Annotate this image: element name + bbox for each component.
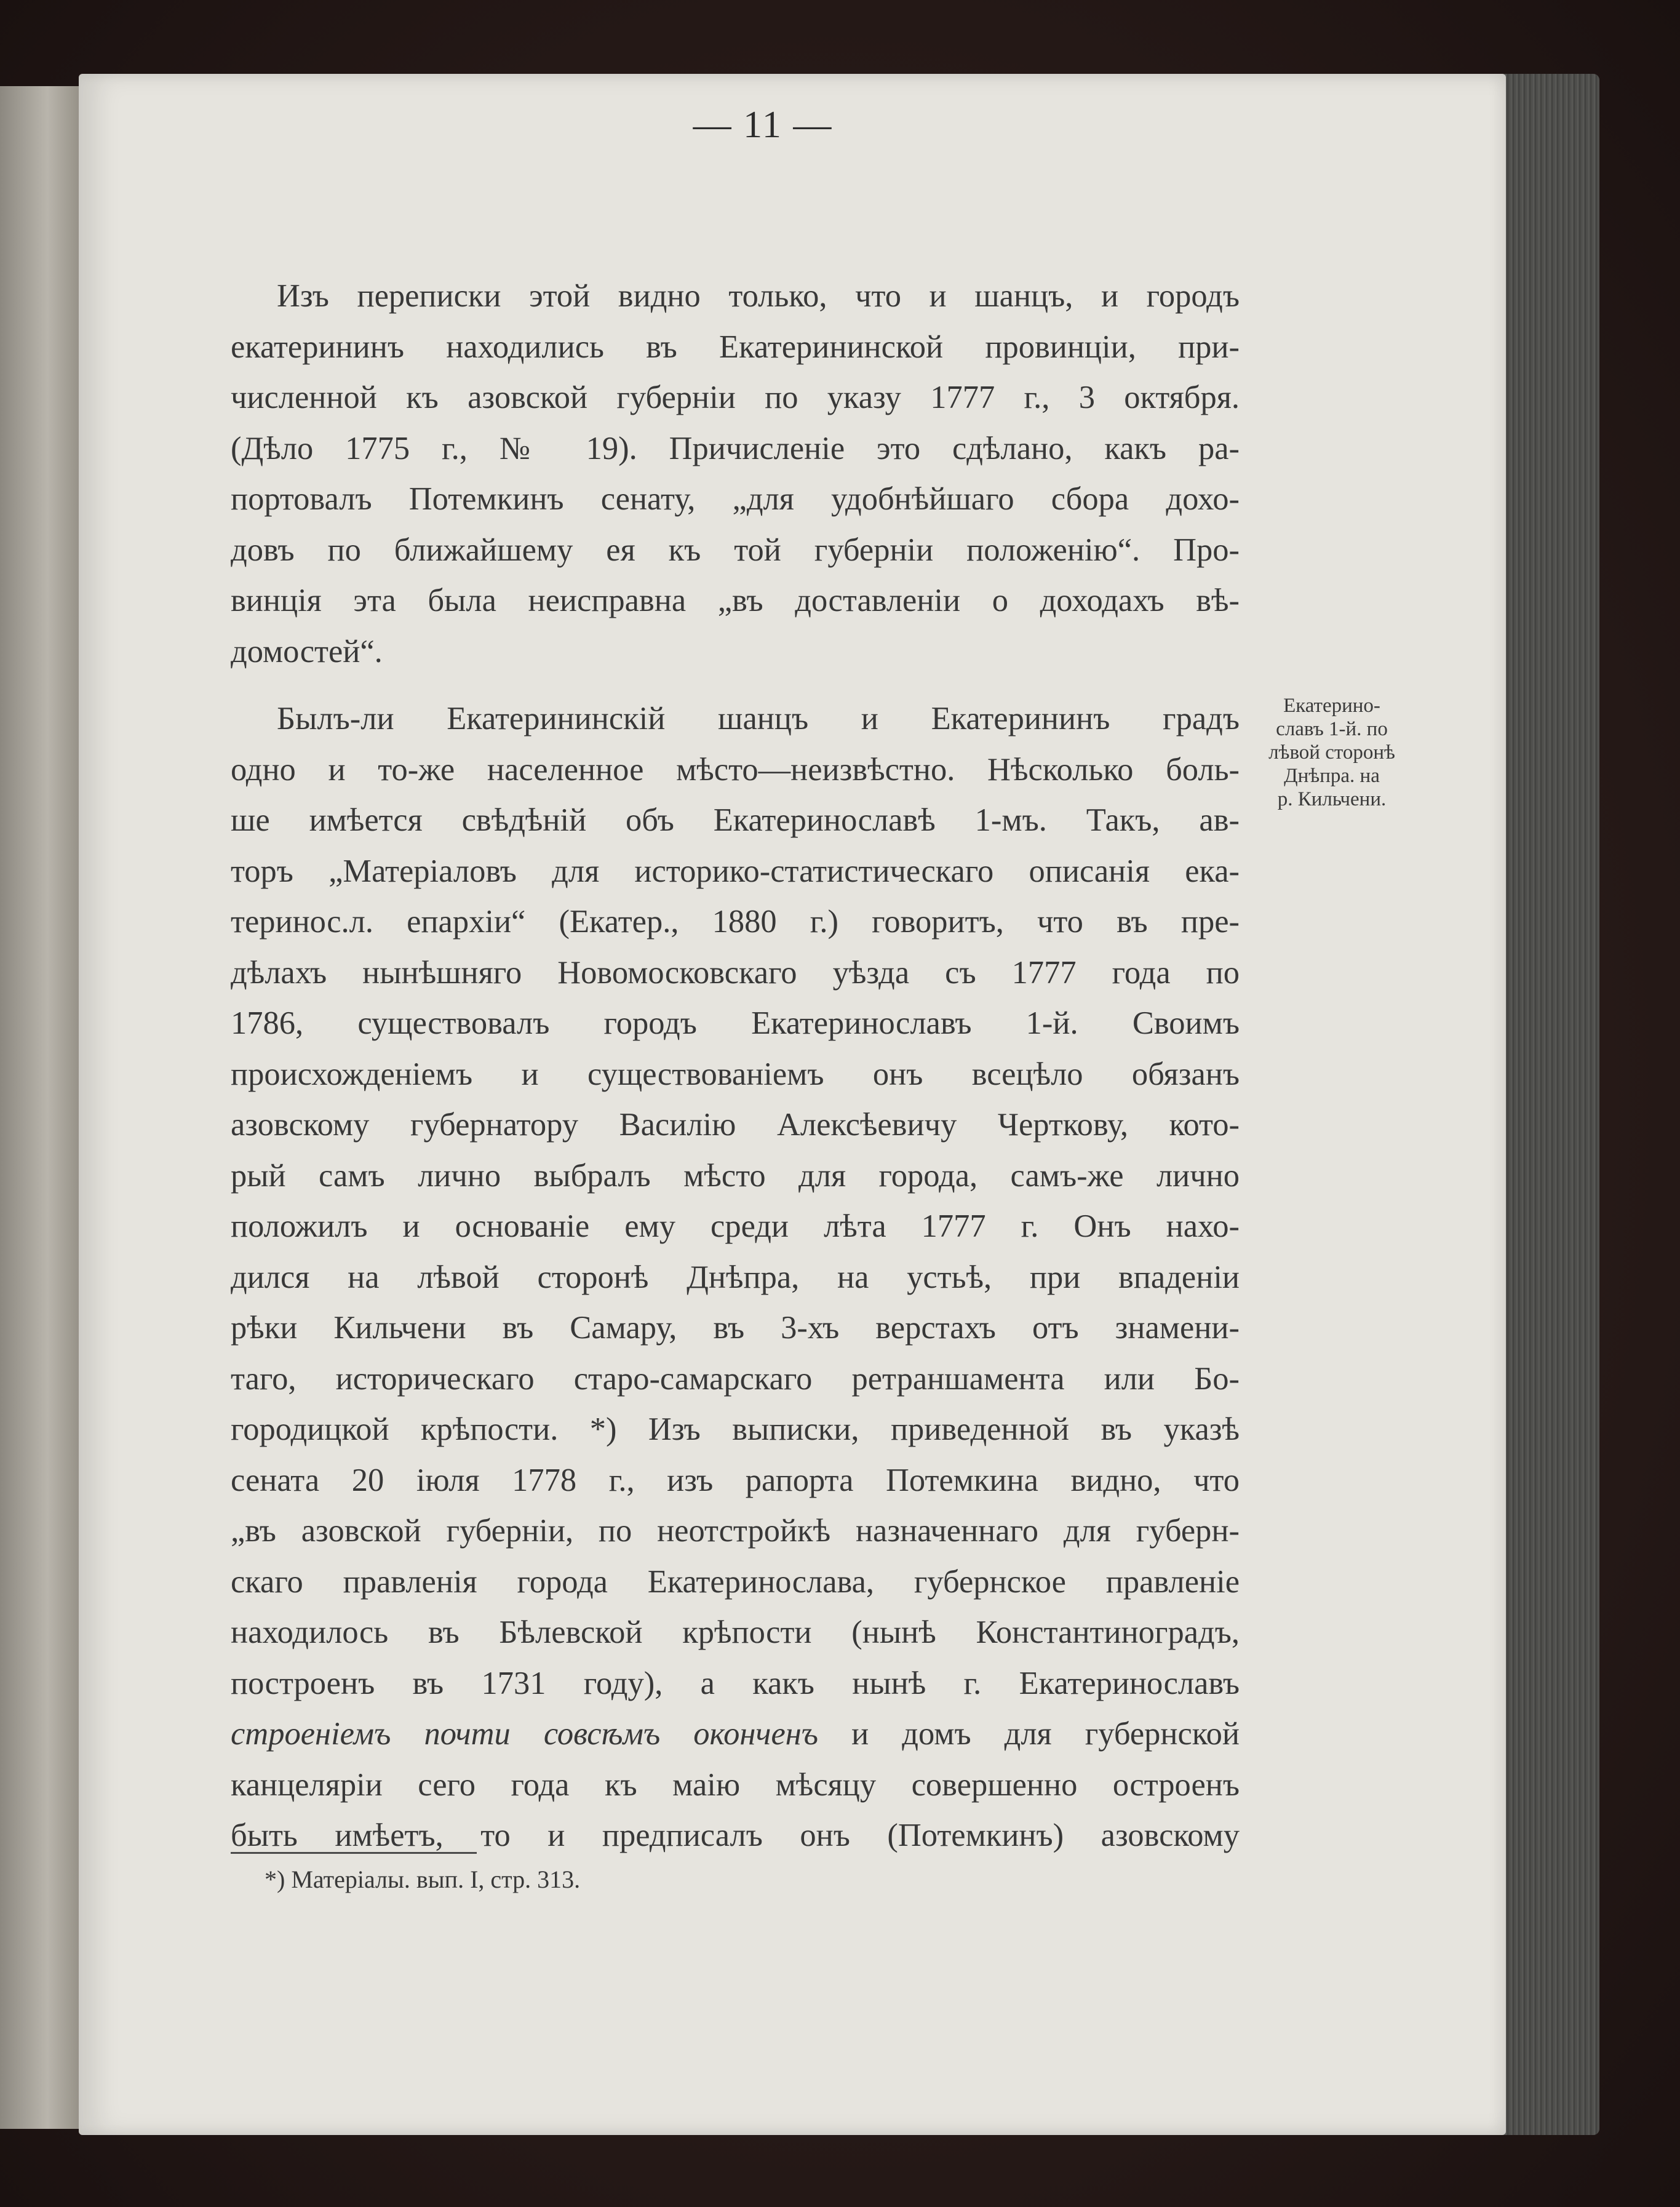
text-line: происхожденіемъ и существованіемъ онъ всецѣло обязанъ: [231, 1056, 1240, 1092]
text-line: домостей“.: [231, 633, 383, 669]
text-line: быть имѣетъ, то и предписалъ онъ (Потемкинъ) азовскому: [231, 1818, 1240, 1853]
text-line: (Дѣло 1775 г., № 19). Причисленіе это сдѣлано, какъ ра-: [231, 430, 1240, 466]
italic-phrase: строеніемъ почти совсѣмъ оконченъ: [231, 1716, 819, 1752]
text-line: довъ по ближайшему ея къ той губерніи положенію“. Про-: [231, 532, 1240, 568]
text-line: таго, историческаго старо-самарскаго ретраншамента или Бо-: [231, 1360, 1240, 1397]
text-line: торъ „Матеріаловъ для историко-статистическаго описанія ека-: [231, 853, 1240, 889]
text-line: находилось въ Бѣлевской крѣпости (нынѣ Константиноградъ,: [231, 1614, 1240, 1650]
text-line: Былъ-ли Екатерининскій шанцъ и Екатерининъ градъ: [277, 701, 1240, 736]
body-text: [231, 271, 1240, 1861]
margin-note-line: славъ 1-й. по: [1276, 718, 1388, 740]
text-line: ше имѣется свѣдѣній объ Екатеринославѣ 1-мъ. Такъ, ав-: [231, 802, 1240, 838]
text-line: портовалъ Потемкинъ сенату, „для удобнѣйшаго сбора дохо-: [231, 481, 1240, 517]
text-line: скаго правленія города Екатеринослава, губернское правленіе: [231, 1563, 1240, 1600]
footnote: *) Матеріалы. вып. I, стр. 313.: [265, 1866, 581, 1893]
text-line: дился на лѣвой сторонѣ Днѣпра, на устьѣ, при впаденіи: [231, 1259, 1240, 1295]
text-line: винція эта была неисправна „въ доставленіи о доходахъ вѣ-: [231, 583, 1240, 618]
text-line-mixed: [231, 1709, 1240, 1760]
margin-note-line: Днѣпра. на: [1284, 765, 1380, 787]
margin-note-line: Екатерино-: [1283, 695, 1380, 717]
margin-note: [1246, 694, 1418, 811]
text-line: рѣки Кильчени въ Самару, въ 3-хъ верстахъ отъ знамени-: [231, 1310, 1240, 1346]
text-line: „въ азовской губерніи, по неотстройкѣ назначеннаго для губерн-: [231, 1513, 1240, 1549]
text-line: построенъ въ 1731 году), а какъ нынѣ г. Екатеринославъ: [231, 1665, 1240, 1701]
text-line: сената 20 іюля 1778 г., изъ рапорта Потемкина видно, что: [231, 1462, 1240, 1498]
text-segment: и домъ для губернской: [818, 1716, 1240, 1752]
text-line: азовскому губернатору Василію Алексѣевичу Черткову, кото-: [231, 1107, 1240, 1143]
footnote-divider: [231, 1852, 477, 1854]
text-line: теринос.л. епархіи“ (Екатер., 1880 г.) говоритъ, что въ пре-: [231, 904, 1240, 940]
text-line: Изъ переписки этой видно только, что и шанцъ, и городъ: [277, 278, 1240, 314]
text-line: положилъ и основаніе ему среди лѣта 1777 г. Онъ нахо-: [231, 1208, 1240, 1244]
text-line: екатерининъ находились въ Екатерининской провинціи, при-: [231, 329, 1240, 365]
margin-note-line: лѣвой сторонѣ: [1268, 741, 1395, 764]
page-number: — 11 —: [693, 104, 833, 146]
previous-page-edge: [0, 86, 86, 2129]
text-line: 1786, существовалъ городъ Екатеринославъ 1-й. Своимъ: [231, 1005, 1240, 1041]
text-line: численной къ азовской губерніи по указу 1777 г., 3 октября.: [231, 380, 1240, 415]
text-line: одно и то-же населенное мѣсто—неизвѣстно. Нѣсколько боль-: [231, 751, 1240, 788]
text-line: городицкой крѣпости. *) Изъ выписки, приведенной въ указѣ: [231, 1411, 1240, 1447]
text-line: рый самъ лично выбралъ мѣсто для города, самъ-же лично: [231, 1157, 1240, 1194]
margin-note-line: р. Кильчени.: [1277, 788, 1387, 810]
text-line: дѣлахъ нынѣшняго Новомосковскаго уѣзда съ 1777 года по: [231, 954, 1240, 991]
text-line: канцеляріи сего года къ маію мѣсяцу совершенно остроенъ: [231, 1766, 1240, 1803]
